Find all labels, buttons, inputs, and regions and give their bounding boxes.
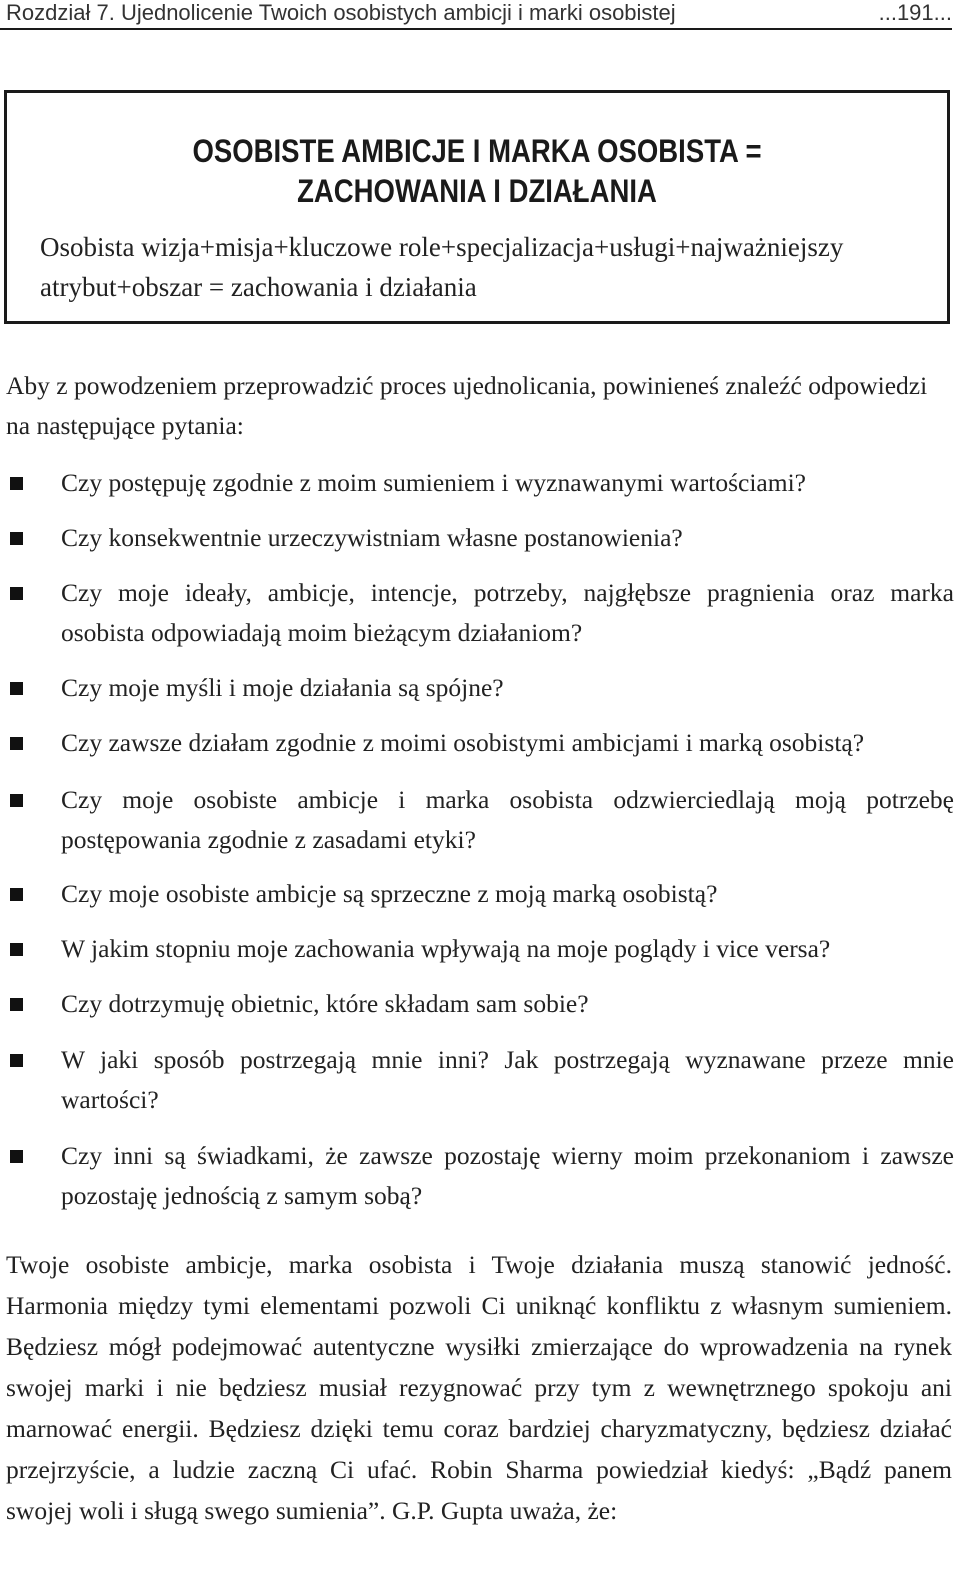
bullet-square-icon bbox=[10, 587, 23, 600]
box-title bbox=[73, 131, 881, 211]
bullet-square-icon bbox=[10, 737, 23, 750]
question-text: W jaki sposób postrzegają mnie inni? Jak postrzegają wyznawane przeze mnie wartości? bbox=[61, 1045, 954, 1114]
running-header bbox=[0, 0, 952, 30]
question-text: Czy zawsze działam zgodnie z moimi osobistymi ambicjami i marką osobistą? bbox=[61, 728, 865, 757]
question-text: Czy moje osobiste ambicje są sprzeczne z moją marką osobistą? bbox=[61, 879, 718, 908]
question-text: Czy konsekwentnie urzeczywistniam własne postanowienia? bbox=[61, 523, 683, 552]
bullet-square-icon bbox=[10, 682, 23, 695]
question-text: Czy postępuję zgodnie z moim sumieniem i wyznawanymi wartościami? bbox=[61, 468, 806, 497]
box-title-line-1: OSOBISTE AMBICJE I MARKA OSOBISTA = bbox=[192, 133, 762, 169]
bullet-square-icon bbox=[10, 794, 23, 807]
question-text: Czy moje osobiste ambicje i marka osobista odzwierciedlają moją potrzebę postępowania zgodnie z zasadami etyki? bbox=[61, 785, 954, 854]
bullet-square-icon bbox=[10, 532, 23, 545]
bullet-square-icon bbox=[10, 888, 23, 901]
box-title-line-2: ZACHOWANIA I DZIAŁANIA bbox=[297, 173, 657, 209]
question-text: Czy moje ideały, ambicje, intencje, potrzeby, najgłębsze pragnienia oraz marka osobista odpowiadają moim bieżącym działaniom? bbox=[61, 578, 954, 647]
bullet-square-icon bbox=[10, 477, 23, 490]
question-text: Czy inni są świadkami, że zawsze pozostaję wierny moim przekonaniom i zawsze pozostaję jednością z samym sobą? bbox=[61, 1141, 954, 1210]
bullet-square-icon bbox=[10, 1054, 23, 1067]
summary-box bbox=[4, 90, 950, 324]
box-formula: Osobista wizja+misja+kluczowe role+specjalizacja+usługi+najważniejszy atrybut+obszar = zachowania i działania bbox=[40, 232, 844, 302]
question-text: Czy moje myśli i moje działania są spójne? bbox=[61, 673, 504, 702]
bullet-square-icon bbox=[10, 1150, 23, 1163]
bullet-square-icon bbox=[10, 998, 23, 1011]
chapter-title: Rozdział 7. Ujednolicenie Twoich osobistych ambicji i marki osobistej bbox=[6, 0, 676, 25]
question-text: Czy dotrzymuję obietnic, które składam sam sobie? bbox=[61, 989, 589, 1018]
question-text: W jakim stopniu moje zachowania wpływają na moje poglądy i vice versa? bbox=[61, 934, 831, 963]
bullet-square-icon bbox=[10, 943, 23, 956]
page-number: ...191... bbox=[878, 0, 952, 25]
intro-paragraph: Aby z powodzeniem przeprowadzić proces ujednolicania, powinieneś znaleźć odpowiedzi na następujące pytania: bbox=[6, 371, 928, 440]
closing-paragraph: Twoje osobiste ambicje, marka osobista i Twoje działania muszą stanowić jedność. Harmonia między tymi elementami pozwoli Ci uniknąć konfliktu z własnym sumieniem. Będziesz mógł podejmować autentyczne wysiłki zmierzające do wprowadzenia na rynek swojej marki i nie będziesz musiał rezygnować przy tym z wewnętrznego spokoju ani marnować energii. Będziesz dzięki temu coraz bardziej charyzmatyczny, będziesz działać przejrzyście, a ludzie zaczną Ci ufać. Robin Sharma powiedział kiedyś: „Bądź panem swojej woli i sługą swego sumienia”. G.P. Gupta uważa, że: bbox=[6, 1250, 952, 1525]
